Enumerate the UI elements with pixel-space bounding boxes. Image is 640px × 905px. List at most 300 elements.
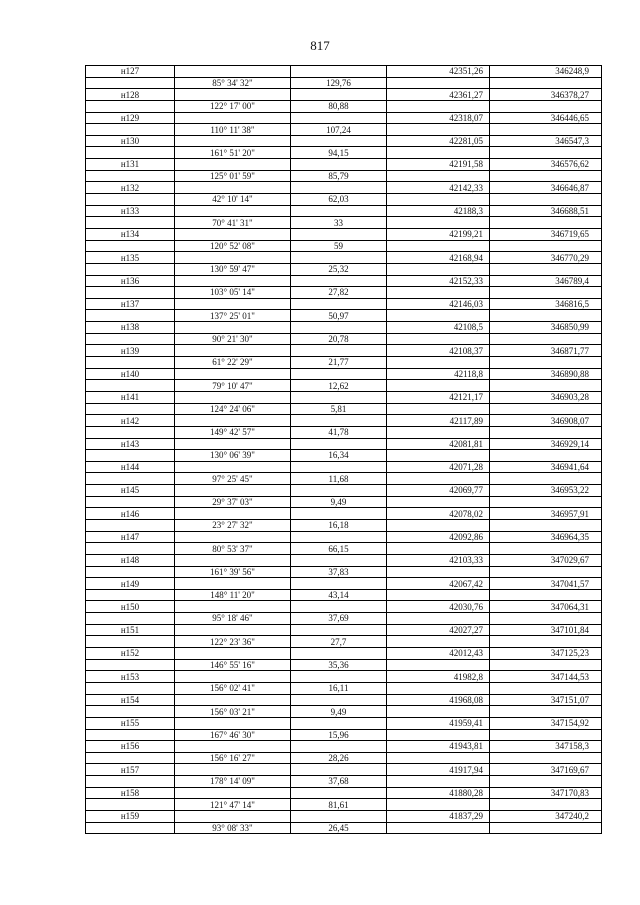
x-cell-empty	[387, 124, 490, 136]
y-cell-empty	[490, 566, 602, 578]
distance-cell-empty	[291, 717, 387, 729]
angle-cell-empty	[175, 485, 291, 497]
point-cell-empty	[86, 589, 175, 601]
x-cell-empty	[387, 380, 490, 392]
y-cell-empty	[490, 426, 602, 438]
y-coordinate: 346576,62	[490, 159, 602, 171]
x-coordinate: 41959,41	[387, 717, 490, 729]
y-coordinate: 346871,77	[490, 345, 602, 357]
point-row	[86, 205, 602, 217]
y-coordinate: 347151,07	[490, 694, 602, 706]
point-name: н145	[86, 485, 175, 497]
y-cell-empty	[490, 217, 602, 229]
point-cell-empty	[86, 100, 175, 112]
point-name: н148	[86, 554, 175, 566]
point-name: н154	[86, 694, 175, 706]
point-cell-empty	[86, 287, 175, 299]
y-coordinate: 346903,28	[490, 391, 602, 403]
y-coordinate: 347041,57	[490, 578, 602, 590]
direction-angle: 121° 47' 14"	[175, 799, 291, 811]
segment-distance: 27,82	[291, 287, 387, 299]
point-cell-empty	[86, 240, 175, 252]
segment-row	[86, 682, 602, 694]
distance-cell-empty	[291, 252, 387, 264]
page-number: 817	[310, 38, 330, 53]
angle-cell-empty	[175, 135, 291, 147]
x-coordinate: 42118,8	[387, 368, 490, 380]
segment-distance: 16,34	[291, 450, 387, 462]
angle-cell-empty	[175, 368, 291, 380]
point-row	[86, 671, 602, 683]
angle-cell-empty	[175, 322, 291, 334]
y-coordinate: 346850,99	[490, 322, 602, 334]
angle-cell-empty	[175, 89, 291, 101]
point-cell-empty	[86, 636, 175, 648]
y-cell-empty	[490, 659, 602, 671]
y-coordinate: 346908,07	[490, 415, 602, 427]
segment-row	[86, 776, 602, 788]
x-cell-empty	[387, 822, 490, 834]
segment-row	[86, 822, 602, 834]
x-cell-empty	[387, 496, 490, 508]
direction-angle: 122° 23' 36"	[175, 636, 291, 648]
point-cell-empty	[86, 263, 175, 275]
segment-distance: 66,15	[291, 543, 387, 555]
y-cell-empty	[490, 310, 602, 322]
y-cell-empty	[490, 636, 602, 648]
point-row	[86, 66, 602, 78]
distance-cell-empty	[291, 648, 387, 660]
point-row	[86, 508, 602, 520]
y-cell-empty	[490, 776, 602, 788]
angle-cell-empty	[175, 345, 291, 357]
x-coordinate: 42027,27	[387, 624, 490, 636]
x-cell-empty	[387, 263, 490, 275]
x-coordinate: 42067,42	[387, 578, 490, 590]
segment-row	[86, 403, 602, 415]
x-cell-empty	[387, 333, 490, 345]
point-row	[86, 578, 602, 590]
coordinates-table	[85, 65, 602, 834]
segment-distance: 43,14	[291, 589, 387, 601]
direction-angle: 70° 41' 31"	[175, 217, 291, 229]
x-coordinate: 42168,94	[387, 252, 490, 264]
angle-cell-empty	[175, 787, 291, 799]
y-coordinate: 347169,67	[490, 764, 602, 776]
angle-cell-empty	[175, 275, 291, 287]
point-cell-empty	[86, 403, 175, 415]
segment-distance: 129,76	[291, 77, 387, 89]
point-row	[86, 811, 602, 823]
x-coordinate: 42092,86	[387, 531, 490, 543]
segment-row	[86, 473, 602, 485]
point-name: н139	[86, 345, 175, 357]
x-cell-empty	[387, 776, 490, 788]
point-name: н155	[86, 717, 175, 729]
point-row	[86, 601, 602, 613]
segment-distance: 37,68	[291, 776, 387, 788]
direction-angle: 120° 52' 08"	[175, 240, 291, 252]
point-name: н140	[86, 368, 175, 380]
point-row	[86, 345, 602, 357]
y-coordinate: 347170,83	[490, 787, 602, 799]
y-coordinate: 347144,53	[490, 671, 602, 683]
distance-cell-empty	[291, 578, 387, 590]
segment-distance: 28,26	[291, 752, 387, 764]
point-cell-empty	[86, 613, 175, 625]
y-cell-empty	[490, 822, 602, 834]
distance-cell-empty	[291, 345, 387, 357]
segment-distance: 5,81	[291, 403, 387, 415]
x-cell-empty	[387, 100, 490, 112]
angle-cell-empty	[175, 205, 291, 217]
segment-distance: 20,78	[291, 333, 387, 345]
y-cell-empty	[490, 752, 602, 764]
point-row	[86, 252, 602, 264]
segment-row	[86, 194, 602, 206]
y-coordinate: 346446,65	[490, 112, 602, 124]
y-cell-empty	[490, 450, 602, 462]
x-cell-empty	[387, 240, 490, 252]
distance-cell-empty	[291, 624, 387, 636]
point-row	[86, 368, 602, 380]
angle-cell-empty	[175, 811, 291, 823]
segment-distance: 9,49	[291, 496, 387, 508]
point-cell-empty	[86, 543, 175, 555]
angle-cell-empty	[175, 531, 291, 543]
segment-row	[86, 217, 602, 229]
point-cell-empty	[86, 333, 175, 345]
y-coordinate: 347029,67	[490, 554, 602, 566]
segment-row	[86, 496, 602, 508]
point-name: н150	[86, 601, 175, 613]
x-cell-empty	[387, 543, 490, 555]
y-cell-empty	[490, 77, 602, 89]
distance-cell-empty	[291, 485, 387, 497]
direction-angle: 137° 25' 01"	[175, 310, 291, 322]
point-name: н135	[86, 252, 175, 264]
x-coordinate: 42071,28	[387, 461, 490, 473]
direction-angle: 29° 37' 03"	[175, 496, 291, 508]
segment-distance: 16,18	[291, 519, 387, 531]
distance-cell-empty	[291, 671, 387, 683]
angle-cell-empty	[175, 228, 291, 240]
direction-angle: 42° 10' 14"	[175, 194, 291, 206]
segment-row	[86, 589, 602, 601]
x-cell-empty	[387, 729, 490, 741]
y-cell-empty	[490, 589, 602, 601]
point-row	[86, 275, 602, 287]
direction-angle: 90° 21' 30"	[175, 333, 291, 345]
y-cell-empty	[490, 194, 602, 206]
point-row	[86, 89, 602, 101]
point-name: н146	[86, 508, 175, 520]
point-name: н138	[86, 322, 175, 334]
x-coordinate: 42030,76	[387, 601, 490, 613]
point-name: н127	[86, 66, 175, 78]
direction-angle: 149° 42' 57"	[175, 426, 291, 438]
y-coordinate: 346378,27	[490, 89, 602, 101]
x-coordinate: 41943,81	[387, 741, 490, 753]
segment-distance: 80,88	[291, 100, 387, 112]
point-row	[86, 159, 602, 171]
point-row	[86, 228, 602, 240]
point-row	[86, 648, 602, 660]
segment-row	[86, 287, 602, 299]
direction-angle: 167° 46' 30"	[175, 729, 291, 741]
y-cell-empty	[490, 543, 602, 555]
point-cell-empty	[86, 566, 175, 578]
distance-cell-empty	[291, 811, 387, 823]
x-cell-empty	[387, 217, 490, 229]
point-cell-empty	[86, 776, 175, 788]
distance-cell-empty	[291, 135, 387, 147]
direction-angle: 23° 27' 32"	[175, 519, 291, 531]
segment-row	[86, 100, 602, 112]
segment-distance: 11,68	[291, 473, 387, 485]
segment-row	[86, 240, 602, 252]
point-cell-empty	[86, 706, 175, 718]
direction-angle: 161° 39' 56"	[175, 566, 291, 578]
point-row	[86, 764, 602, 776]
point-name: н133	[86, 205, 175, 217]
point-row	[86, 717, 602, 729]
x-coordinate: 42117,89	[387, 415, 490, 427]
point-row	[86, 787, 602, 799]
segment-row	[86, 310, 602, 322]
x-cell-empty	[387, 519, 490, 531]
segment-distance: 94,15	[291, 147, 387, 159]
segment-distance: 62,03	[291, 194, 387, 206]
point-cell-empty	[86, 473, 175, 485]
y-cell-empty	[490, 357, 602, 369]
direction-angle: 125° 01' 59"	[175, 170, 291, 182]
segment-distance: 37,83	[291, 566, 387, 578]
point-row	[86, 694, 602, 706]
y-coordinate: 346688,51	[490, 205, 602, 217]
segment-distance: 15,96	[291, 729, 387, 741]
segment-row	[86, 729, 602, 741]
y-cell-empty	[490, 706, 602, 718]
direction-angle: 161° 51' 20"	[175, 147, 291, 159]
distance-cell-empty	[291, 601, 387, 613]
segment-distance: 81,61	[291, 799, 387, 811]
x-cell-empty	[387, 566, 490, 578]
angle-cell-empty	[175, 624, 291, 636]
segment-distance: 59	[291, 240, 387, 252]
x-cell-empty	[387, 589, 490, 601]
y-coordinate: 346646,87	[490, 182, 602, 194]
x-coordinate: 41982,8	[387, 671, 490, 683]
point-cell-empty	[86, 752, 175, 764]
y-coordinate: 347158,3	[490, 741, 602, 753]
point-row	[86, 298, 602, 310]
y-cell-empty	[490, 473, 602, 485]
x-coordinate: 42121,17	[387, 391, 490, 403]
segment-row	[86, 263, 602, 275]
direction-angle: 148° 11' 20"	[175, 589, 291, 601]
point-name: н142	[86, 415, 175, 427]
direction-angle: 124° 24' 06"	[175, 403, 291, 415]
segment-row	[86, 799, 602, 811]
segment-distance: 21,77	[291, 357, 387, 369]
x-cell-empty	[387, 194, 490, 206]
x-coordinate: 41968,08	[387, 694, 490, 706]
point-cell-empty	[86, 729, 175, 741]
y-coordinate: 346719,65	[490, 228, 602, 240]
distance-cell-empty	[291, 764, 387, 776]
distance-cell-empty	[291, 159, 387, 171]
direction-angle: 156° 16' 27"	[175, 752, 291, 764]
segment-row	[86, 333, 602, 345]
point-row	[86, 624, 602, 636]
x-cell-empty	[387, 613, 490, 625]
segment-distance: 27,7	[291, 636, 387, 648]
segment-row	[86, 519, 602, 531]
x-cell-empty	[387, 799, 490, 811]
direction-angle: 80° 53' 37"	[175, 543, 291, 555]
segment-row	[86, 450, 602, 462]
x-coordinate: 42069,77	[387, 485, 490, 497]
segment-row	[86, 170, 602, 182]
x-coordinate: 41837,29	[387, 811, 490, 823]
point-row	[86, 461, 602, 473]
x-coordinate: 41917,94	[387, 764, 490, 776]
point-name: н128	[86, 89, 175, 101]
distance-cell-empty	[291, 368, 387, 380]
y-cell-empty	[490, 287, 602, 299]
point-cell-empty	[86, 380, 175, 392]
angle-cell-empty	[175, 554, 291, 566]
x-coordinate: 42078,02	[387, 508, 490, 520]
point-cell-empty	[86, 310, 175, 322]
distance-cell-empty	[291, 275, 387, 287]
x-coordinate: 42142,33	[387, 182, 490, 194]
point-cell-empty	[86, 519, 175, 531]
segment-distance: 41,78	[291, 426, 387, 438]
direction-angle: 110° 11' 38"	[175, 124, 291, 136]
angle-cell-empty	[175, 717, 291, 729]
x-cell-empty	[387, 450, 490, 462]
point-name: н130	[86, 135, 175, 147]
distance-cell-empty	[291, 438, 387, 450]
x-coordinate: 42351,26	[387, 66, 490, 78]
direction-angle: 156° 02' 41"	[175, 682, 291, 694]
point-name: н131	[86, 159, 175, 171]
y-cell-empty	[490, 100, 602, 112]
point-name: н147	[86, 531, 175, 543]
x-cell-empty	[387, 357, 490, 369]
angle-cell-empty	[175, 508, 291, 520]
segment-distance: 35,36	[291, 659, 387, 671]
direction-angle: 146° 55' 16"	[175, 659, 291, 671]
y-coordinate: 347064,31	[490, 601, 602, 613]
y-coordinate: 346816,5	[490, 298, 602, 310]
segment-row	[86, 566, 602, 578]
segment-row	[86, 543, 602, 555]
angle-cell-empty	[175, 741, 291, 753]
point-name: н143	[86, 438, 175, 450]
point-cell-empty	[86, 496, 175, 508]
angle-cell-empty	[175, 648, 291, 660]
x-cell-empty	[387, 473, 490, 485]
direction-angle: 93° 08' 33"	[175, 822, 291, 834]
x-coordinate: 42081,81	[387, 438, 490, 450]
segment-distance: 50,97	[291, 310, 387, 322]
x-coordinate: 42152,33	[387, 275, 490, 287]
x-coordinate: 42103,33	[387, 554, 490, 566]
direction-angle: 85° 34' 32"	[175, 77, 291, 89]
angle-cell-empty	[175, 182, 291, 194]
point-row	[86, 741, 602, 753]
coordinates-table-body	[86, 66, 602, 834]
point-row	[86, 391, 602, 403]
x-cell-empty	[387, 287, 490, 299]
x-cell-empty	[387, 636, 490, 648]
segment-row	[86, 380, 602, 392]
angle-cell-empty	[175, 66, 291, 78]
point-cell-empty	[86, 77, 175, 89]
point-name: н153	[86, 671, 175, 683]
segment-row	[86, 706, 602, 718]
y-cell-empty	[490, 147, 602, 159]
direction-angle: 130° 59' 47"	[175, 263, 291, 275]
direction-angle: 130° 06' 39"	[175, 450, 291, 462]
angle-cell-empty	[175, 415, 291, 427]
x-cell-empty	[387, 706, 490, 718]
y-coordinate: 346890,88	[490, 368, 602, 380]
angle-cell-empty	[175, 438, 291, 450]
segment-distance: 26,45	[291, 822, 387, 834]
x-coordinate: 42188,3	[387, 205, 490, 217]
distance-cell-empty	[291, 694, 387, 706]
angle-cell-empty	[175, 694, 291, 706]
y-coordinate: 346957,91	[490, 508, 602, 520]
y-coordinate: 346929,14	[490, 438, 602, 450]
point-name: н129	[86, 112, 175, 124]
point-name: н141	[86, 391, 175, 403]
y-cell-empty	[490, 263, 602, 275]
point-row	[86, 485, 602, 497]
angle-cell-empty	[175, 159, 291, 171]
y-coordinate: 346248,9	[490, 66, 602, 78]
point-cell-empty	[86, 217, 175, 229]
y-coordinate: 346770,29	[490, 252, 602, 264]
distance-cell-empty	[291, 531, 387, 543]
point-name: н149	[86, 578, 175, 590]
segment-row	[86, 124, 602, 136]
y-cell-empty	[490, 682, 602, 694]
point-name: н156	[86, 741, 175, 753]
direction-angle: 61° 22' 29"	[175, 357, 291, 369]
x-cell-empty	[387, 659, 490, 671]
segment-distance: 9,49	[291, 706, 387, 718]
distance-cell-empty	[291, 228, 387, 240]
direction-angle: 122° 17' 00"	[175, 100, 291, 112]
angle-cell-empty	[175, 112, 291, 124]
distance-cell-empty	[291, 415, 387, 427]
point-cell-empty	[86, 450, 175, 462]
distance-cell-empty	[291, 461, 387, 473]
point-cell-empty	[86, 822, 175, 834]
point-cell-empty	[86, 799, 175, 811]
x-cell-empty	[387, 682, 490, 694]
point-name: н132	[86, 182, 175, 194]
x-coordinate: 42191,58	[387, 159, 490, 171]
direction-angle: 95° 18' 46"	[175, 613, 291, 625]
y-cell-empty	[490, 799, 602, 811]
y-cell-empty	[490, 380, 602, 392]
